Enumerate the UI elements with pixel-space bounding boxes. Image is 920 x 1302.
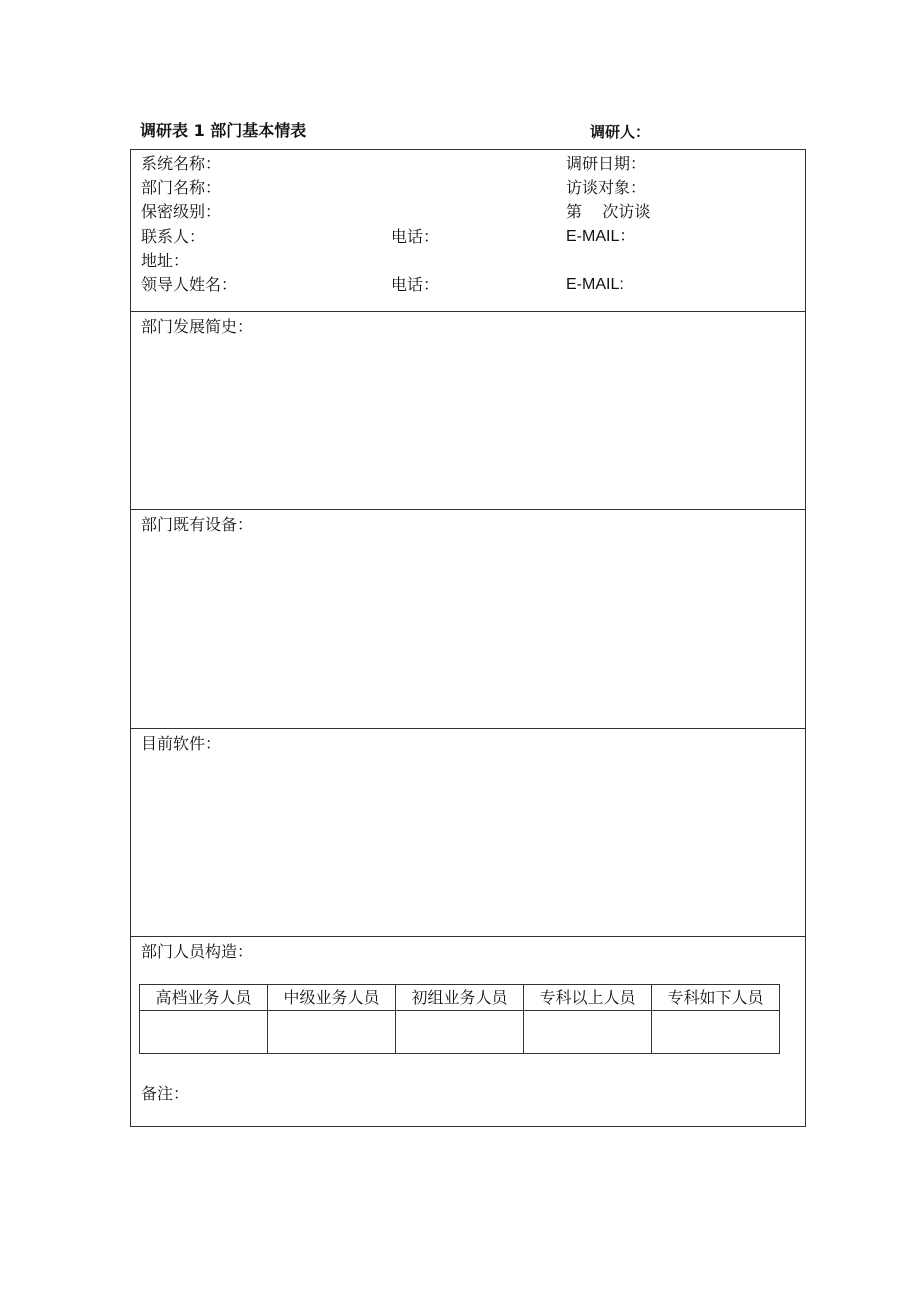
leader-name-label: 领导人姓名： [141,275,238,294]
security-level-label: 保密级别： [141,202,222,221]
department-name-label: 部门名称： [141,178,222,197]
table-cell[interactable] [140,1011,268,1054]
leader-email-label: E-MAIL: [566,276,624,293]
table-header-cell: 初组业务人员 [396,985,524,1011]
table-header-cell: 专科如下人员 [652,985,780,1011]
research-date-label: 调研日期： [566,154,647,173]
system-name-label: 系统名称： [141,154,222,173]
section-divider [131,728,805,729]
table-cell[interactable] [268,1011,396,1054]
researcher-label: 调研人： [590,123,651,141]
table-header-cell: 高档业务人员 [140,985,268,1011]
contact-phone-label: 电话： [391,227,440,246]
staff-table [139,984,780,1054]
contact-email-label: E-MAIL： [566,228,636,245]
table-cell[interactable] [396,1011,524,1054]
contact-label: 联系人： [141,227,206,246]
address-label: 地址： [141,251,190,270]
table-cell[interactable] [652,1011,780,1054]
remarks-label: 备注： [141,1084,190,1103]
table-header-cell: 专科以上人员 [524,985,652,1011]
section-divider [131,509,805,510]
table-header-cell: 中级业务人员 [268,985,396,1011]
software-label: 目前软件： [141,734,222,753]
interview-count-label: 第 次访谈 [566,202,651,221]
table-cell[interactable] [524,1011,652,1054]
history-label: 部门发展简史： [141,317,254,336]
section-divider [131,311,805,312]
table-header-row [140,985,780,1011]
staff-structure-label: 部门人员构造： [141,942,254,961]
survey-form [130,149,806,1127]
leader-phone-label: 电话： [391,275,440,294]
table-row [140,1011,780,1054]
header-title: 调研表 1 部门基本情表 [140,121,307,140]
equipment-label: 部门既有设备： [141,515,254,534]
interviewee-label: 访谈对象： [566,178,647,197]
section-divider [131,936,805,937]
